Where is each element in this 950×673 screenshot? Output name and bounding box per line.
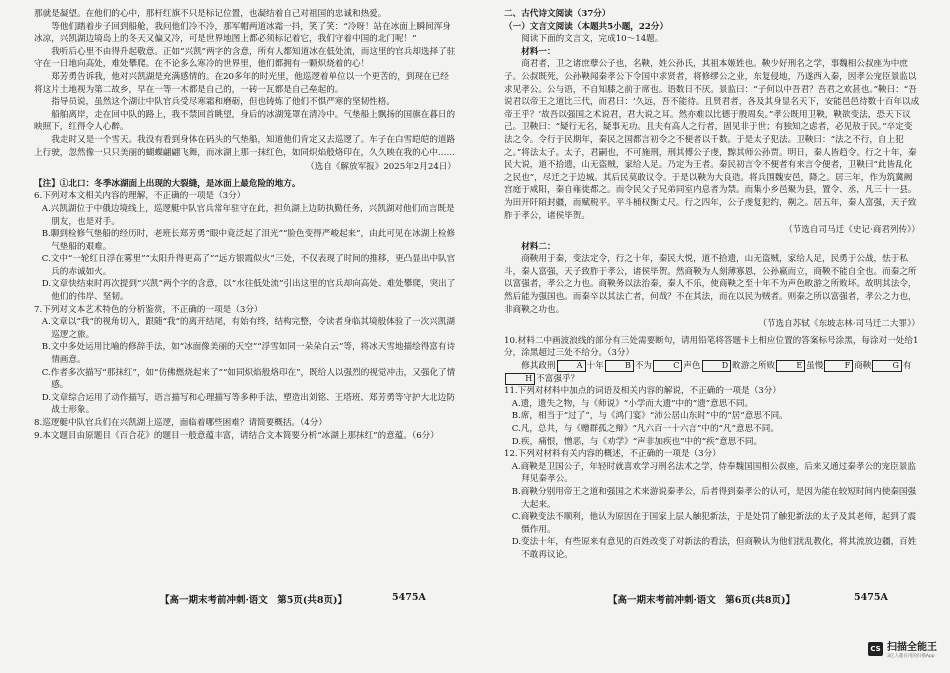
answer-box: A (557, 360, 586, 372)
paragraph: 等他们踏着步子回到船舱，我问他们冷不冷，那军帽两道冰霜一抖，笑了笑：“冷呀！站在冰面上瞬间浑身冰凉，兴凯湖边境岛上的冬天又偏又冷，可是世界地图上都必须标记着它，我们守着中国的北门呢！” (34, 21, 451, 45)
question-stem: 6.下列对本文相关内容的理解，不正确的一项是（3分） (34, 191, 246, 202)
question-stem: 7.下列对文本艺术特色的分析鉴赏，不正确的一项是（3分） (34, 304, 263, 315)
question-option: D.文章综合运用了动作描写，语言描写和心理描写等多种手法，塑造出刘铭、王塔班、郑芳勇等守护大北边防战士形象。 (41, 392, 455, 416)
question-option: D.文章快结束时再次提到“兴凯”两个字的含意，以“水往低处流”引出这里的官兵却向高处、难处攀爬，突出了他们的伟岸、坚韧。 (41, 279, 456, 303)
paragraph: 船舶离岸，走在回中队的路上，我不禁回首眺望，身后的冰湖笼罩在清冷中。气垫船上飘扬的国旗在暮日的映照下，红得令人心醉。 (34, 109, 456, 133)
question-stem: 10.材料二中画波浪线的部分有三处需要断句，请用铅笔将答题卡上相应位置的答案标号涂黑，每涂对一处给1分，涂黑超过三处不给分。（3分） (504, 335, 919, 359)
page-6 (478, 0, 950, 673)
watermark-name: 扫描全能王 (887, 642, 937, 653)
text-segment: 修其政刑 (521, 361, 556, 372)
page-5-footer-code: 5475A (392, 592, 426, 603)
question-option: A.商鞅是卫国公子，年轻时就喜欢学习刑名法术之学，侍奉魏国国相公叔座，后来又通过秦孝公的宠臣景监拜见秦孝公。 (511, 461, 916, 485)
material-2-title: 材料二： (521, 241, 556, 252)
answer-box: D (702, 360, 732, 372)
material-1-source: （节选自司马迁《史记·商君列传》） (784, 225, 920, 236)
page-5-footer-title: 【高一期末考前冲刺·语文 第5页(共8页)】 (160, 595, 348, 606)
material-1-text: 商君者，卫之诸庶孽公子也，名鞅，姓公孙氏，其祖本姬姓也。鞅少好刑名之学，事魏相公叔座为中庶子。公叔既死，公孙鞅闻秦孝公下令国中求贤者，将修缪公之业，东复侵地，乃遂西入秦，因孝公宠臣景监以求见孝公。公与语，不自知膝之前于席也。语数日不厌。景监曰：“子何以中吾君？吾君之欢甚也。”鞅曰：“吾说君以帝王之道比三代，而君曰：‘久远，吾不能待。且贤君者，各及其身显名天下，安能邑邑待数十百年以成帝王乎？’故吾以强国之术说君，君大说之耳。然亦难以比德于殷周矣。”孝公既用卫鞅，鞅欲变法，恐天下议己。卫鞅曰：“疑行无名，疑事无功。且夫有高人之行者，固见非于世；有独知之虑者，必见敖于民。”卒定变法之令。令行于民期年，秦民之国都言初令之不便者以千数。于是太子犯法。卫鞅曰：“法之不行，自上犯之。”将法太子。太子，君嗣也，不可施刑，刑其傅公子虔，黥其师公孙贾。明日，秦人皆趋令。行之十年，秦民大说，道不拾遗，山无盗贼，家给人足。乃定为王者。秦民初言令不便者有来言令便者，卫鞅曰“此皆乱化之民也”，尽迁之于边城。其后民莫敢议令。于是以鞅为大良造。将兵围魏安邑，降之。居三年，作为筑冀阙宫庭于咸阳，秦自雍徙都之。而令民父子兄弟同室内息者为禁。而集小乡邑聚为县，置令、丞，凡三十一县。为田开阡陌封疆，而赋税平。平斗桶权衡丈尺。行之四年，公子虔复犯约，劓之。居五年，秦人富强，天子致胙于孝公，诸侯毕贺。 (504, 59, 920, 221)
paragraph: 我听后心里不由得升起敬意。正如“兴凯”两字的含意，所有人都知道冰在低处流，而这里的官兵却选择了驻守在一日地向高处，难处攀爬。在不论多么寒冷的世界里，他们都拥有一颗炽烧着的心！ (34, 46, 456, 70)
answer-box: E (776, 360, 805, 372)
paragraph: 郑芳勇告诉我，他对兴凯湖是充满感情的。在20多年的时光里，他巡逻着单位以一个更苦的，到现在已经将这片土地视为第二故乡，早在一等一木都是自己的，一砖一瓦都是自己垒起的。 (34, 71, 449, 95)
text-segment: 有 (902, 361, 912, 372)
question-option: B.聊到检修气垫船的经历时，老班长郑芳勇“眼中竟泛起了泪光”“脸色变得严峻起来”，由此可见在冰湖上检修气垫船的艰难。 (41, 229, 456, 252)
answer-box: B (605, 360, 634, 372)
answer-box: G (872, 360, 902, 372)
text-segment: 不为 (634, 361, 653, 372)
text-segment: 虽慢 (806, 361, 824, 372)
source-citation: （选自《解放军报》2025年2月24日） (306, 162, 456, 173)
text-segment: 畋游之所败 (732, 361, 776, 372)
footnote: 【注】①北口：冬季冰湖面上出现的大裂缝，是冰面上最危险的地方。 (34, 178, 301, 189)
page-5-content (34, 8, 456, 442)
page-6-footer-title: 【高一期末考前冲刺·语文 第6页(共8页)】 (608, 595, 796, 606)
instruction: 阅读下面的文言文，完成10～14题。 (521, 34, 664, 45)
answer-box: C (653, 360, 682, 372)
material-2-source: （节选自苏轼《东坡志林·司马迁二大罪》） (758, 319, 920, 330)
answer-box: F (824, 360, 853, 372)
text-segment: 商鞅 (854, 361, 872, 372)
section-heading: 二、古代诗文阅读（37分） (504, 9, 611, 19)
question-option: C.凡，总共，与《赠群孤之辩》“凡六百一十六言”中的“凡”意思不同。 (511, 424, 779, 434)
text-segment: 十年 (586, 361, 604, 372)
punctuation-line (504, 360, 920, 385)
question-stem: 12.下列对材料有关内容的概述，不正确的一项是（3分） (504, 449, 721, 460)
paragraph: 我走时又是一个雪天。我没有看到身体在码头的气垫船，知道他们肯定又去巡逻了。车子在白雪皑皑的道路上行驶，忽然像一只只美丽的蝴蝶翩翩飞舞，而冰湖上那一抹红色，如同炽焰般烙印在，久久映在我的心中…… (34, 134, 456, 158)
camscanner-icon: CS (868, 642, 883, 656)
watermark-tagline: 3亿人都在用的扫描App (887, 654, 935, 659)
material-2-text: 商鞅用于秦，变法定令，行之十年，秦民大悦，道不拾遗，山无盗贼，家给人足，民勇于公战，怯于私斗，秦人富强，天子致胙于孝公，诸侯毕贺。然商鞅为人刻薄寡恩，公孙嬴而立，商鞅不能自全也。而秦之所以富强者，孝公之力也。商鞅务以法治秦，秦人不乐，使商鞅之至十年不为声色畋游之所败坏。故明其法令，然后能为强国也。而秦卒以其法亡者，何哉？不在其法，而在以民为贼者。则秦之所以富强者，孝公之力也，非商鞅之功也。 (504, 254, 917, 315)
answer-box: H (505, 373, 535, 385)
paragraph: 指导员说，虽然这个湖让中队官兵受尽寒霜和磨砺，但也铸炼了他们不惧严寒的坚韧性格。 (51, 97, 395, 108)
question-stem: 9.本文题目由原题目《百合花》的题目一般意蕴丰富，请结合文本简要分析“冰湖上那抹红”的意蕴。（6分） (34, 430, 439, 441)
material-1-title: 材料一： (521, 46, 556, 57)
paragraph: 那就是凝望。在他们的心中，那杆红旗不只是标记位置，也凝结着自己对祖国的忠诚和热爱。 (34, 9, 387, 19)
page-6-footer-code: 5475A (854, 592, 888, 603)
text-segment: 不富强乎？ (536, 373, 580, 384)
question-option: B.文中多处运用比喻的修辞手法，如“冰面像美丽的天空”“浮雪如同一朵朵白云”等，将冰天雪地描绘得富有诗情画意。 (41, 342, 456, 366)
text-segment: 声色 (683, 361, 701, 372)
subsection-heading: （一）文言文阅读（本题共5小题，22分） (504, 21, 669, 32)
question-stem: 11.下列对材料中加点的词语及相关内容的解说，不正确的一项是（3分） (504, 386, 781, 397)
page-6-content (504, 8, 920, 562)
question-option: C.商鞅变法不顺利，他认为原因在于国家上层人触犯新法，于是处罚了触犯新法的太子及其老师，起到了震慑作用。 (511, 512, 917, 535)
question-option: A.遗，遗失之物，与《师说》“小学而大遗”中的“遗”意思不同。 (511, 398, 754, 409)
question-option: D.变法十年，有些原来有意见的百姓改变了对新法的看法，但商鞅认为他们扰乱教化，将其流放边疆，百姓不敢再议论。 (511, 537, 917, 560)
page-5 (0, 0, 470, 673)
question-option: C.文中“一轮红日浮在雾里”“太阳升得更高了”“远方银霞似火”三处，不仅表现了时间的推移，更凸显出中队官兵的赤诚如火。 (41, 254, 456, 277)
question-option: B.商鞅分别用帝王之道和强国之术来游说秦孝公，后者得到秦孝公的认可，是因为能在较短时间内使秦国强大起来。 (511, 486, 917, 510)
question-option: A.文章以“我”的视角切入，跟随“我”的离开结尾，有始有终，结构完整，令读者身临其境般体验了一次兴凯湖巡逻之旅。 (41, 317, 455, 340)
question-stem: 8.巡逻艇中队官兵们在兴凯湖上巡逻，面临着哪些困难？请简要概括。（4分） (34, 418, 327, 428)
question-option: B.席，相当于“过了”，与《鸿门宴》“沛公居山东时”中的“居”意思不同。 (511, 411, 788, 422)
question-option: D.疾，痛恨，憎恶，与《劝学》“声非加疾也”中的“疾”意思不同。 (511, 436, 763, 447)
question-option: C.作者多次描写“那抹红”，如“仿佛燃烧起来了”“如同炽焰般烙印在”，既给人以强烈的视觉冲击，又强化了情感。 (41, 367, 456, 391)
question-option: A.兴凯湖位于中俄边境线上，巡逻艇中队官兵常年驻守在此，担负湖上边防执勤任务，兴凯湖对他们而言既是朋友，也是对手。 (41, 203, 455, 227)
scanner-watermark (868, 642, 937, 660)
